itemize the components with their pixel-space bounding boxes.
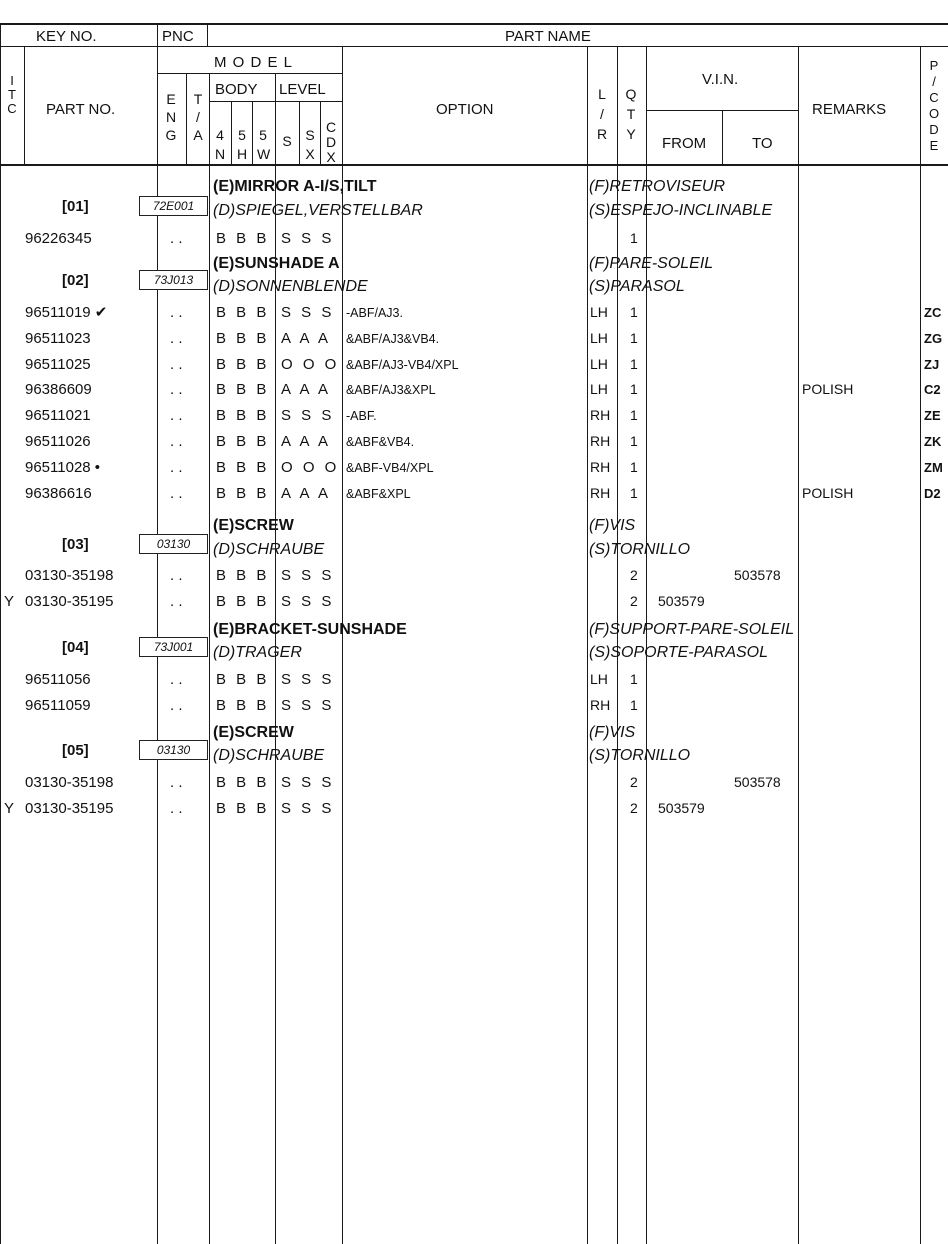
option-heading: OPTION (436, 101, 494, 118)
ta-heading: T / A (193, 91, 203, 143)
eng-ta-dots: . . (170, 567, 183, 584)
vin-from: 503579 (658, 593, 705, 609)
desc-german: (D)SONNENBLENDE (213, 278, 368, 295)
desc-french: (F)RETROVISEUR (589, 178, 725, 195)
body-col-4n: 4 N (214, 127, 226, 162)
level-codes: A A A (281, 381, 332, 398)
side-lr: RH (590, 697, 611, 713)
level-codes: O O O (281, 459, 340, 476)
level-codes: O O O (281, 356, 340, 373)
eng-ta-dots: . . (170, 381, 183, 398)
eng-heading: E N G (165, 91, 177, 143)
level-codes: S S S (281, 671, 335, 688)
level-heading: LEVEL (279, 81, 326, 98)
part-number: 96511019 ✔ (25, 304, 108, 321)
desc-english: (E)MIRROR A-I/S,TILT (213, 178, 377, 195)
body-codes: B B B (216, 381, 270, 398)
body-codes: B B B (216, 671, 270, 688)
body-heading: BODY (215, 81, 258, 98)
pnc-box: 72E001 (139, 196, 208, 216)
key-number: [02] (62, 272, 89, 289)
eng-ta-dots: . . (170, 230, 183, 247)
quantity: 1 (630, 697, 638, 713)
level-codes: S S S (281, 230, 335, 247)
option-code: &ABF&XPL (346, 487, 411, 501)
col-left-edge (0, 23, 1, 1244)
desc-english: (E)BRACKET-SUNSHADE (213, 621, 407, 638)
side-lr: LH (590, 671, 608, 687)
side-lr: RH (590, 459, 611, 475)
quantity: 1 (630, 407, 638, 423)
quantity: 1 (630, 230, 638, 246)
quantity: 1 (630, 433, 638, 449)
part-number: 96511023 (25, 330, 91, 347)
part-number: 96511021 (25, 407, 91, 424)
body-codes: B B B (216, 697, 270, 714)
itc-marker: Y (4, 800, 15, 817)
desc-spanish: (S)TORNILLO (589, 747, 691, 764)
desc-english: (E)SCREW (213, 517, 294, 534)
level-codes: A A A (281, 485, 332, 502)
header-bottom (0, 164, 948, 166)
option-code: -ABF. (346, 409, 377, 423)
p-code: ZC (924, 305, 942, 320)
col-ta-divider (209, 74, 210, 1244)
model-heading: M O D E L (214, 54, 294, 71)
level-codes: S S S (281, 593, 335, 610)
eng-ta-dots: . . (170, 697, 183, 714)
p-code: ZM (924, 460, 943, 475)
body-col-5w: 5 W (257, 127, 271, 162)
p-code: C2 (924, 382, 941, 397)
p-code: ZE (924, 408, 941, 423)
eng-ta-dots: . . (170, 800, 183, 817)
eng-ta-dots: . . (170, 304, 183, 321)
eng-ta-dots: . . (170, 593, 183, 610)
part-number: 96511056 (25, 671, 91, 688)
quantity: 1 (630, 356, 638, 372)
option-code: &ABF/AJ3-VB4/XPL (346, 358, 459, 372)
col-eng-divider (186, 74, 187, 165)
option-code: &ABF/AJ3&XPL (346, 383, 436, 397)
col-from-right (722, 111, 723, 165)
part-number: 03130-35198 (25, 774, 114, 791)
pnc-box: 73J001 (139, 637, 208, 657)
desc-spanish: (S)TORNILLO (589, 541, 691, 558)
body-codes: B B B (216, 356, 270, 373)
vin-to: 503578 (734, 567, 781, 583)
pnc-box: 03130 (139, 740, 208, 760)
part-number: 03130-35195 (25, 593, 114, 610)
vin-from: 503579 (658, 800, 705, 816)
level-col-s: S (282, 133, 292, 149)
desc-french: (F)SUPPORT-PARE-SOLEIL (589, 621, 795, 638)
from-heading: FROM (662, 135, 707, 152)
p-code: ZK (924, 434, 942, 449)
body-codes: B B B (216, 567, 270, 584)
header-divider-1 (0, 46, 948, 47)
level-codes: S S S (281, 774, 335, 791)
desc-spanish: (S)ESPEJO-INCLINABLE (589, 202, 773, 219)
part-number: 96511059 (25, 697, 91, 714)
body-codes: B B B (216, 485, 270, 502)
side-lr: LH (590, 356, 608, 372)
col-model-right (342, 47, 343, 1244)
side-lr: RH (590, 485, 611, 501)
level-codes: S S S (281, 697, 335, 714)
eng-ta-dots: . . (170, 459, 183, 476)
col-vin-right (798, 47, 799, 1244)
part-name-heading: PART NAME (505, 28, 591, 45)
itc-marker: Y (4, 593, 15, 610)
pnc-box: 03130 (139, 534, 208, 554)
side-lr: LH (590, 381, 608, 397)
p-code: D2 (924, 486, 941, 501)
part-no-heading: PART NO. (46, 101, 116, 118)
desc-german: (D)SCHRAUBE (213, 747, 325, 764)
quantity: 1 (630, 671, 638, 687)
level-codes: S S S (281, 304, 335, 321)
desc-spanish: (S)PARASOL (589, 278, 685, 295)
desc-spanish: (S)SOPORTE-PARASOL (589, 644, 768, 661)
quantity: 1 (630, 459, 638, 475)
part-number: 96511028 • (25, 459, 101, 476)
level-col-sx: S X (305, 127, 315, 162)
eng-ta-dots: . . (170, 774, 183, 791)
col-sx-divider (320, 102, 321, 165)
level-col-cdx: C D X (325, 119, 337, 165)
part-number: 96386609 (25, 381, 92, 398)
body-codes: B B B (216, 593, 270, 610)
body-codes: B B B (216, 774, 270, 791)
option-code: &ABF-VB4/XPL (346, 461, 434, 475)
itc-heading: I T C (7, 73, 17, 116)
body-codes: B B B (216, 459, 270, 476)
part-number: 96511025 (25, 356, 91, 373)
body-codes: B B B (216, 330, 270, 347)
body-codes: B B B (216, 304, 270, 321)
option-code: &ABF/AJ3&VB4. (346, 332, 440, 346)
part-number: 96511026 (25, 433, 91, 450)
part-number: 96226345 (25, 230, 92, 247)
eng-ta-dots: . . (170, 407, 183, 424)
eng-ta-dots: . . (170, 485, 183, 502)
level-codes: A A A (281, 433, 332, 450)
key-number: [04] (62, 639, 89, 656)
body-codes: B B B (216, 433, 270, 450)
col-option-right (587, 47, 588, 1244)
key-number: [01] (62, 198, 89, 215)
model-divider (157, 73, 342, 74)
part-number: 03130-35198 (25, 567, 114, 584)
quantity: 1 (630, 381, 638, 397)
pnc-box: 73J013 (139, 270, 208, 290)
option-code: -ABF/AJ3. (346, 306, 403, 320)
level-codes: S S S (281, 800, 335, 817)
level-codes: S S S (281, 407, 335, 424)
key-number: [03] (62, 536, 89, 553)
qty-heading: Q T Y (625, 86, 637, 142)
quantity: 2 (630, 567, 638, 583)
vin-heading: V.I.N. (702, 71, 739, 88)
side-lr: RH (590, 433, 611, 449)
p-code: ZJ (924, 357, 940, 372)
part-number: 03130-35195 (25, 800, 114, 817)
col-itc-divider (24, 47, 25, 165)
side-lr: LH (590, 330, 608, 346)
part-number: 96386616 (25, 485, 92, 502)
desc-french: (F)VIS (589, 724, 636, 741)
to-heading: TO (752, 135, 773, 152)
p-code: ZG (924, 331, 943, 346)
key-number: [05] (62, 742, 89, 759)
desc-german: (D)SCHRAUBE (213, 541, 325, 558)
body-codes: B B B (216, 407, 270, 424)
quantity: 1 (630, 304, 638, 320)
key-no-heading: KEY NO. (36, 28, 97, 45)
quantity: 2 (630, 800, 638, 816)
col-s-divider (299, 102, 300, 165)
desc-french: (F)PARE-SOLEIL (589, 255, 714, 272)
vin-to: 503578 (734, 774, 781, 790)
col-5h-divider (252, 102, 253, 165)
desc-german: (D)SPIEGEL,VERSTELLBAR (213, 202, 423, 219)
quantity: 2 (630, 774, 638, 790)
body-col-5h: 5 H (236, 127, 248, 162)
desc-english: (E)SCREW (213, 724, 294, 741)
eng-ta-dots: . . (170, 433, 183, 450)
side-lr: RH (590, 407, 611, 423)
desc-german: (D)TRAGER (213, 644, 302, 661)
top-border (0, 23, 948, 25)
remarks: POLISH (802, 485, 854, 501)
remarks-heading: REMARKS (812, 101, 887, 118)
body-codes: B B B (216, 800, 270, 817)
quantity: 2 (630, 593, 638, 609)
eng-ta-dots: . . (170, 356, 183, 373)
desc-english: (E)SUNSHADE A (213, 255, 340, 272)
pnc-heading: PNC (162, 28, 194, 45)
eng-ta-dots: . . (170, 671, 183, 688)
level-codes: A A A (281, 330, 332, 347)
body-codes: B B B (216, 230, 270, 247)
col-pnc-divider (207, 23, 208, 47)
lr-heading: L / R (596, 86, 608, 142)
eng-ta-dots: . . (170, 330, 183, 347)
option-code: &ABF&VB4. (346, 435, 415, 449)
level-codes: S S S (281, 567, 335, 584)
side-lr: LH (590, 304, 608, 320)
quantity: 1 (630, 330, 638, 346)
pcode-heading: P / C O D E (928, 58, 940, 153)
col-remarks-right (920, 47, 921, 1244)
desc-french: (F)VIS (589, 517, 636, 534)
col-4n-divider (231, 102, 232, 165)
remarks: POLISH (802, 381, 854, 397)
quantity: 1 (630, 485, 638, 501)
